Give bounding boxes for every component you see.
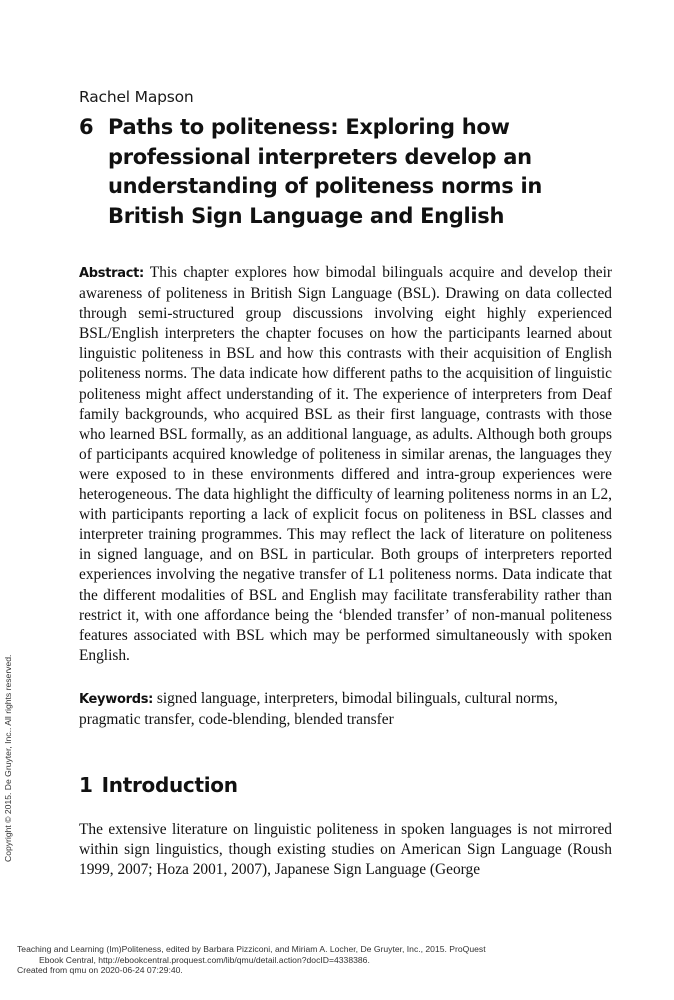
abstract-text: This chapter explores how bimodal bilinguals acquire and develop their awareness of politeness in British Sign Language (BSL). Drawing on data collected through semi-structured group discussions involving eight highly experienced BSL/English interpreters the chapter focuses on how the participants learned about linguistic politeness in BSL and how this contrasts with their acquisition of English politeness norms. The data indicate how different paths to the acquisition of linguistic politeness might affect understanding of it. The experience of interpreters from Deaf family backgrounds, who acquired BSL as their first language, contrasts with those who learned BSL formally, as an additional language, as adults. Although both groups of participants acquired knowledge of politeness in similar arenas, the languages they were exposed to in these environments differed and intra-group experiences were heterogeneous. The data highlight the difficulty of learning politeness norms in an L2, with participants reporting a lack of explicit focus on politeness in BSL classes and interpreter training programmes. This may reflect the lack of literature on politeness in signed language, and on BSL in particular. Both groups of interpreters reported experiences involving the negative transfer of L1 politeness norms. Data indicate that the different modalities of BSL and English may facilitate transferability rather than restrict it, with one affordance being the ‘blended transfer’ of non-manual politeness features associated with BSL which may be performed simultaneously with spoken English.: [79, 264, 612, 664]
keywords-text: signed language, interpreters, bimodal bilinguals, cultural norms, pragmatic transfer, code-blending, blended transfer: [79, 690, 558, 729]
footer-source-link[interactable]: Ebook Central, http://ebookcentral.proquest.com/lib/qmu/detail.action?docID=4338386.: [39, 954, 370, 965]
footer-created: Created from qmu on 2020-06-24 07:29:40.: [17, 965, 183, 976]
chapter-title-text: Paths to politeness: Exploring how professional interpreters develop an understanding of politeness norms in British Sign Language and English: [108, 115, 543, 228]
abstract: [79, 263, 612, 666]
keywords-label: Keywords:: [79, 692, 154, 707]
abstract-label: Abstract:: [79, 266, 144, 281]
chapter-number: 6: [79, 115, 94, 139]
section-heading: [79, 773, 238, 797]
section-number: 1: [79, 773, 93, 797]
intro-paragraph: The extensive literature on linguistic politeness in spoken languages is not mirrored within sign linguistics, though existing studies on American Sign Language (Roush 1999, 2007; Hoza 2001, 2007), Japanese Sign Language (George: [79, 821, 612, 879]
chapter-author: Rachel Mapson: [79, 88, 194, 106]
section-title: Introduction: [101, 773, 238, 797]
page-footer: [17, 944, 486, 976]
keywords: [79, 689, 612, 730]
copyright-notice: Copyright © 2015. De Gruyter, Inc.. All rights reserved.: [3, 654, 13, 862]
footer-citation: Teaching and Learning (Im)Politeness, edited by Barbara Pizziconi, and Miriam A. Locher, De Gruyter, Inc., 2015. ProQuest: [17, 944, 486, 954]
chapter-title: [79, 113, 599, 231]
